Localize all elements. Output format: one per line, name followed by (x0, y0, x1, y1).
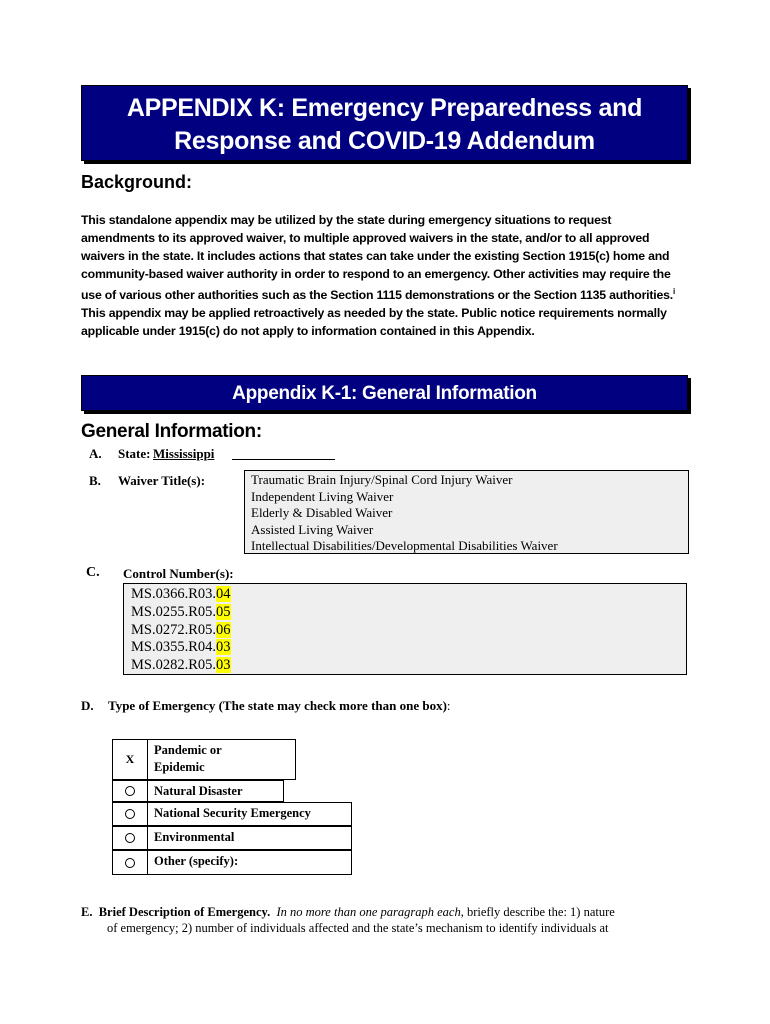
control-numbers-field[interactable] (123, 583, 687, 675)
control-number (131, 586, 679, 604)
emergency-option-other[interactable] (112, 850, 352, 875)
control-number (131, 639, 679, 657)
background-paragraph (81, 211, 681, 340)
control-number-suffix: 04 (216, 586, 231, 602)
state-underline (232, 459, 335, 460)
waiver-title: Independent Living Waiver (251, 488, 394, 504)
general-information-heading: General Information: (81, 421, 262, 442)
option-label-line: Epidemic (154, 760, 205, 774)
emergency-option-label: Other (specify): (148, 850, 352, 875)
waiver-title: Intellectual Disabilities/Developmental Disabilities Waiver (251, 538, 558, 553)
emergency-option-label (148, 739, 296, 780)
emergency-radio-box[interactable] (112, 850, 148, 875)
state-label: State: (118, 446, 151, 461)
section-banner-general-information: Appendix K-1: General Information (81, 375, 688, 411)
emergency-type-label-text: Type of Emergency (The state may check more than one box) (108, 698, 447, 713)
control-number (131, 604, 679, 622)
footnote-mark: i (672, 287, 676, 296)
radio-icon (125, 858, 135, 868)
control-number-suffix: 05 (216, 603, 231, 620)
title-line-1: APPENDIX K: Emergency Preparedness and (126, 94, 643, 122)
emergency-checkbox-checked[interactable]: X (112, 739, 148, 780)
emergency-option-label: Natural Disaster (148, 780, 284, 802)
control-number-suffix: 03 (216, 657, 231, 674)
waiver-title: Assisted Living Waiver (251, 521, 374, 537)
state-value[interactable]: Mississippi (153, 446, 215, 461)
control-number-base: MS.0366.R03. (131, 586, 217, 602)
appendix-title-banner (81, 85, 688, 161)
emergency-option-label: National Security Emergency (148, 802, 352, 826)
control-number-base: MS.0282.R05. (131, 657, 217, 674)
emergency-radio-box[interactable] (112, 780, 148, 802)
radio-icon (125, 786, 135, 796)
control-number-suffix: 06 (216, 621, 231, 638)
emergency-option-pandemic[interactable] (112, 739, 296, 780)
waiver-titles-field[interactable] (244, 470, 689, 554)
control-item-letter: C. (86, 565, 100, 580)
emergency-option-natural-disaster[interactable] (112, 780, 284, 802)
emergency-option-national-security[interactable] (112, 802, 352, 826)
description-paragraph (81, 904, 681, 936)
emergency-type-label-colon: : (446, 698, 451, 713)
emergency-option-environmental[interactable] (112, 826, 352, 850)
control-number (131, 657, 679, 675)
control-number-base: MS.0272.R05. (131, 621, 217, 638)
emergency-type-label (108, 698, 451, 714)
emergency-item-letter: D. (81, 698, 94, 713)
background-heading: Background: (81, 172, 193, 192)
radio-icon (125, 833, 135, 843)
control-numbers-label: Control Number(s): (123, 566, 234, 581)
waiver-title: Traumatic Brain Injury/Spinal Cord Injury Waiver (251, 472, 513, 487)
background-text-part2: This appendix may be applied retroactively as needed by the state. Public notice requirements normally applicable under 1915(c) do not apply to information contained in this Appendix. (81, 306, 667, 339)
emergency-option-label: Environmental (148, 826, 352, 850)
description-italic-text: In no more than one paragraph each (276, 905, 461, 919)
waiver-titles-label: Waiver Title(s): (118, 473, 206, 488)
description-item-letter: E. (81, 905, 93, 919)
state-item-letter: A. (89, 446, 102, 461)
emergency-radio-box[interactable] (112, 802, 148, 826)
control-number-base: MS.0355.R04. (131, 639, 217, 656)
option-label-line: Pandemic or (154, 743, 222, 757)
description-label: Brief Description of Emergency. (98, 905, 271, 919)
description-text-line2: of emergency; 2) number of individuals affected and the state’s mechanism to identify individuals at (107, 921, 609, 935)
waiver-title: Elderly & Disabled Waiver (251, 505, 393, 520)
title-line-2: Response and COVID-19 Addendum (174, 127, 595, 155)
emergency-radio-box[interactable] (112, 826, 148, 850)
background-text-part1: This standalone appendix may be utilized by the state during emergency situations to request amendments to its approved waiver, to multiple approved waivers in the state, and/or to all approved waivers in the state. It includes actions that states can take under the existing Section 1915(c) home and community-based waiver authority in order to respond to an emergency. Other activities may require the use of various other authorities such as the Section 1115 demonstrations or the Section 1135 authorities. (81, 213, 673, 303)
radio-icon (125, 809, 135, 819)
control-number-base: MS.0255.R05. (131, 603, 217, 620)
control-number-suffix: 03 (216, 639, 231, 656)
waiver-item-letter: B. (89, 473, 101, 488)
description-text-line1: , briefly describe the: 1) nature (460, 905, 615, 919)
control-number (131, 622, 679, 640)
